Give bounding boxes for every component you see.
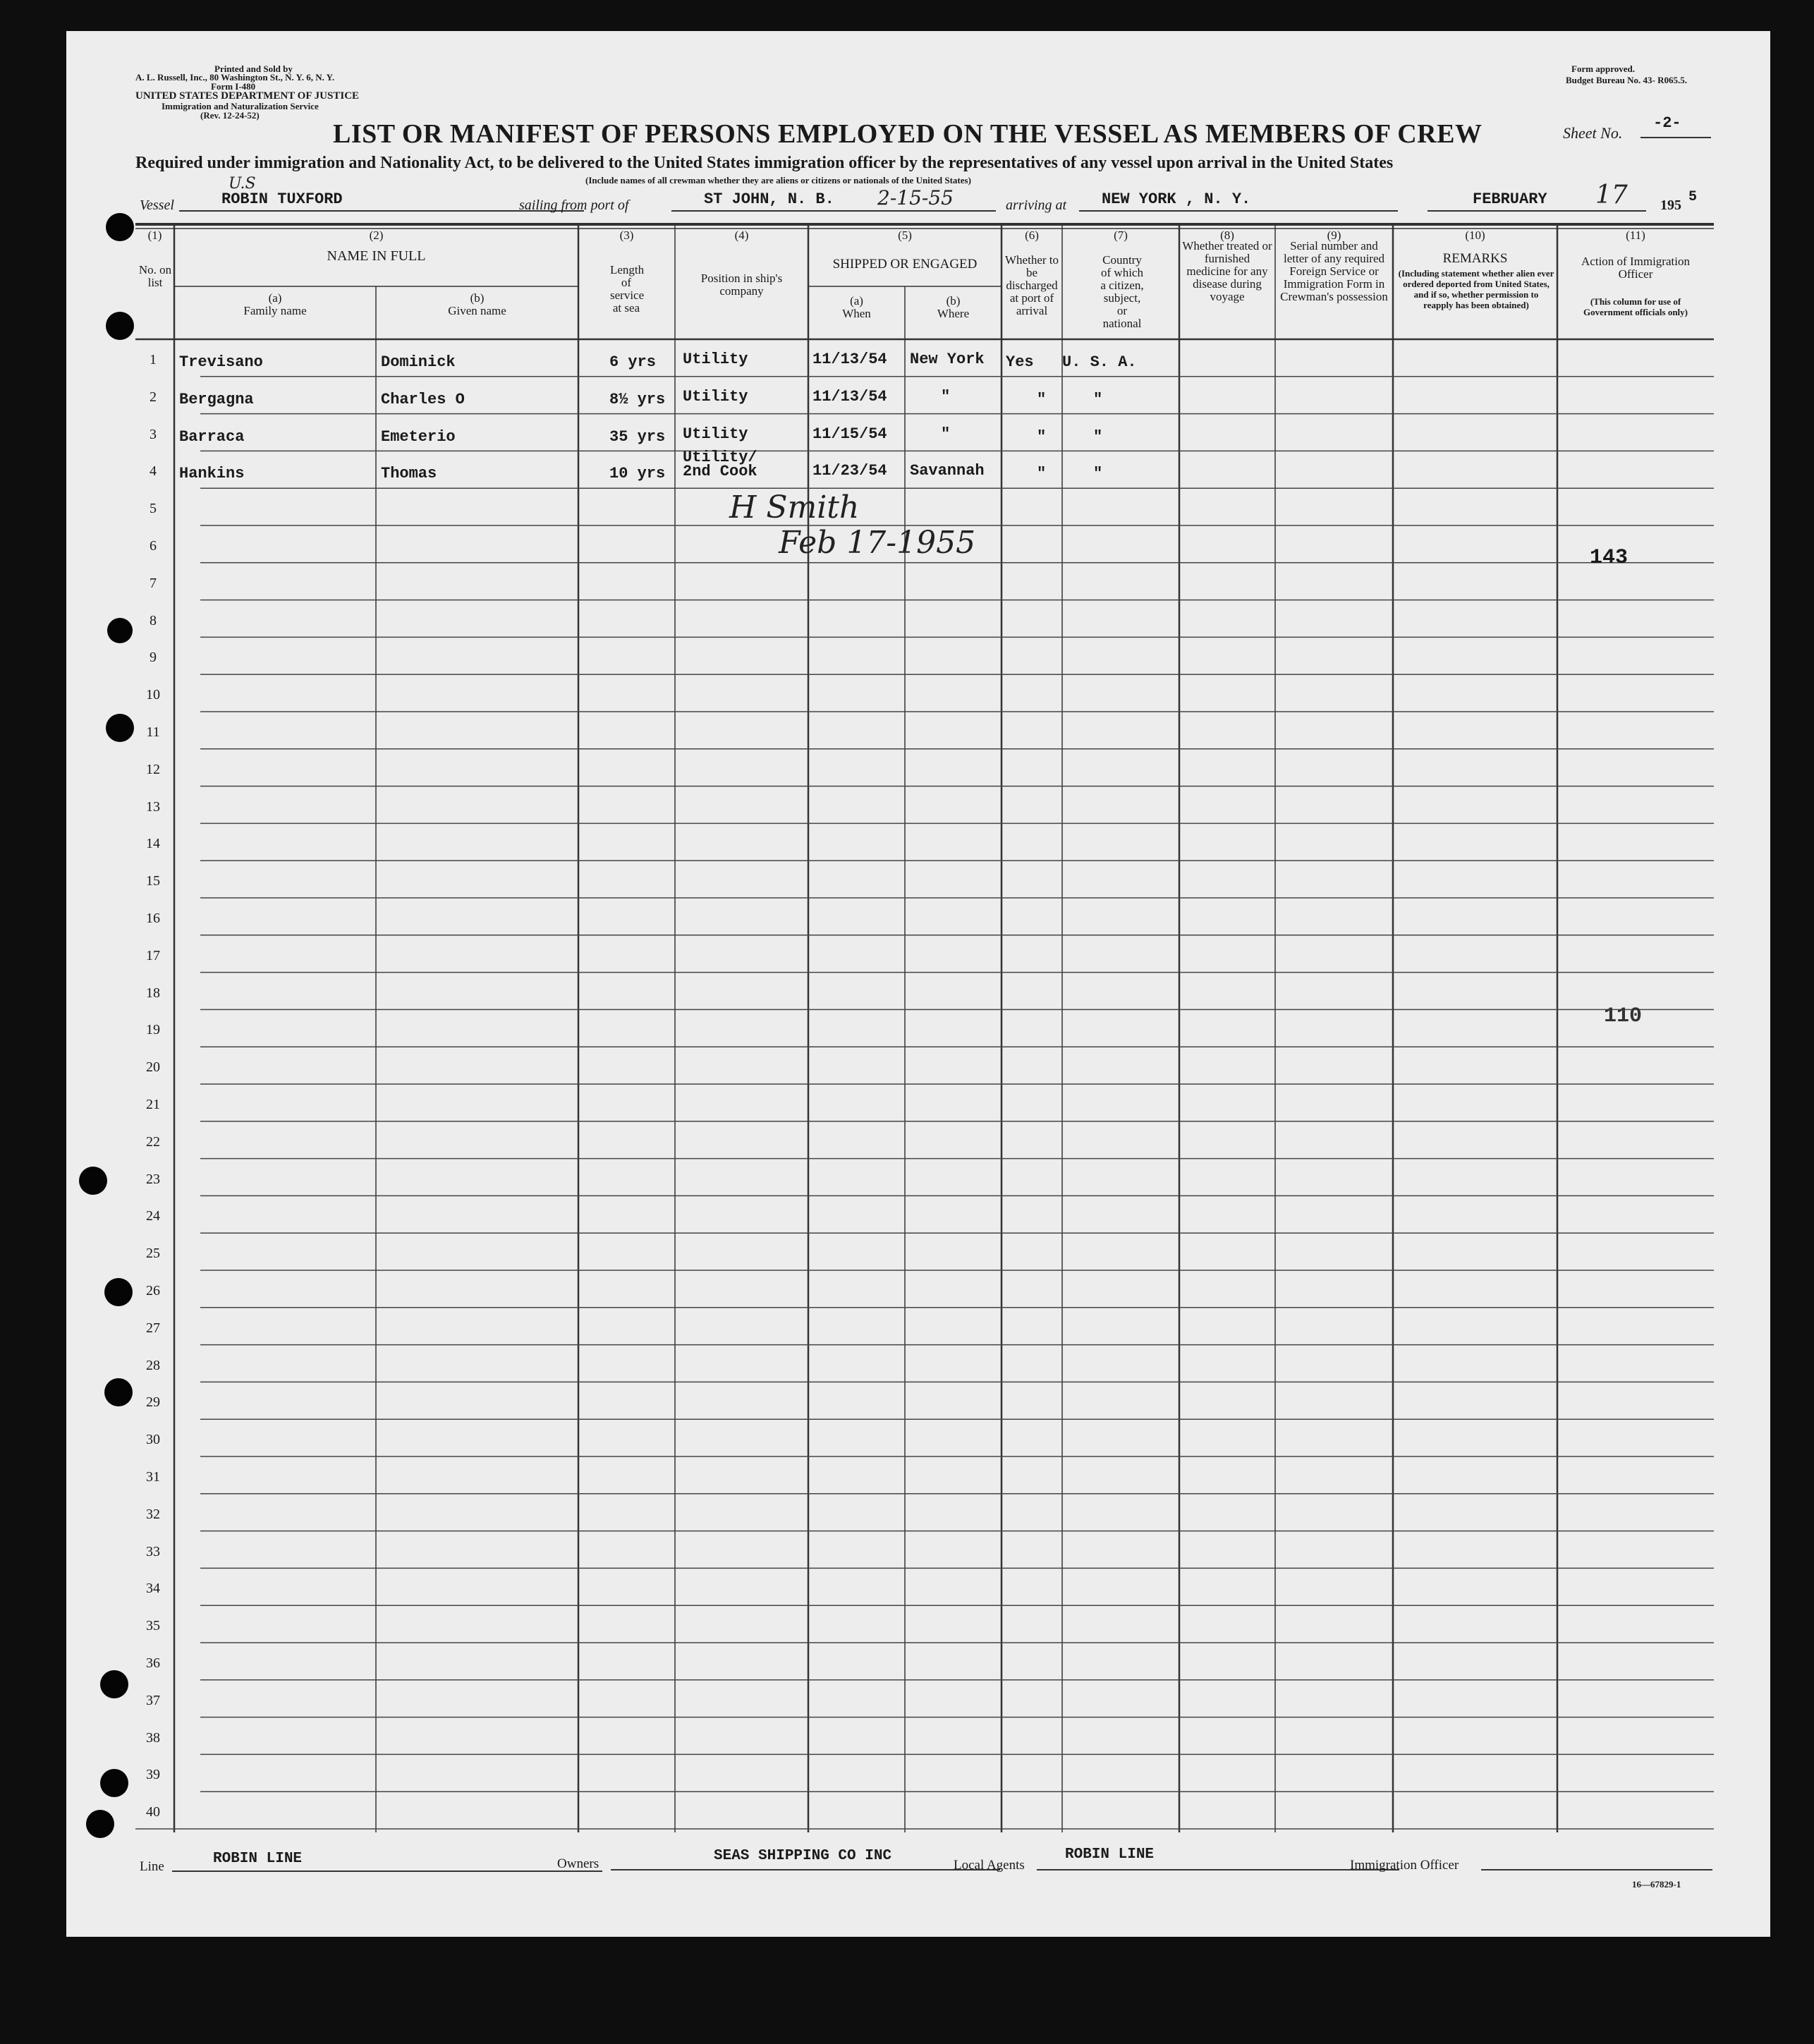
include-note: (Include names of all crewman whether they are aliens or citizens or nationals of the United States) [585,175,971,185]
crew-discharge: " [1037,427,1047,446]
row-number: 3 [150,426,157,442]
binder-hole [107,618,133,643]
col2a-header: (a) Family name [243,291,307,317]
crew-discharge: Yes [1006,353,1034,371]
crew-country: " [1093,465,1103,483]
col7-number: (7) [1114,229,1128,242]
arriving-port: NEW YORK , N. Y. [1102,190,1251,208]
row-number: 38 [146,1729,160,1746]
binder-hole [104,1278,133,1306]
crew-where: Savannah [910,462,985,480]
form-number: Form I-480 [211,81,256,92]
row-number: 36 [146,1655,160,1671]
row-number: 15 [146,873,160,889]
col4-number: (4) [734,229,749,242]
row-number: 16 [146,911,160,926]
row-number: 11 [146,724,160,740]
crew-when: 11/23/54 [812,462,887,480]
row-number: 7 [150,575,157,591]
col11-header: Action of Immigration Officer [1581,255,1690,281]
immigration-officer-label: Immigration Officer [1350,1858,1459,1873]
row-number: 19 [146,1022,160,1038]
row-number: 34 [146,1581,160,1597]
crew-service: 35 yrs [609,427,666,446]
row-number: 31 [146,1469,160,1485]
sheet-label: Sheet No. [1563,124,1623,142]
owners-value: SEAS SHIPPING CO INC [714,1848,892,1864]
crew-position: Utility [683,387,748,406]
row-number: 32 [146,1506,160,1522]
row-number: 30 [146,1432,160,1448]
row-number: 26 [146,1283,160,1298]
col8-header: Whether treated or furnished medicine for any disease during voyage [1182,239,1272,303]
col2-header: NAME IN FULL [327,248,426,264]
crew-where: " [941,425,951,443]
row-number: 5 [150,501,157,517]
col1-number: (1) [147,229,162,242]
crew-position: Utility [683,351,748,368]
col5-number: (5) [898,229,912,242]
row-number: 39 [146,1767,160,1783]
row-number: 27 [146,1320,160,1336]
line-label: Line [140,1859,164,1874]
row-number: 35 [146,1618,160,1634]
date-day: 17 [1595,181,1628,209]
binder-hole [86,1810,114,1838]
col3-number: (3) [619,229,634,242]
binder-hole [106,213,134,241]
owners-underline [611,1869,1000,1870]
binder-hole [100,1769,128,1797]
row-number: 17 [146,947,160,963]
row-number: 20 [146,1059,160,1076]
col9-number: (9) [1327,229,1341,242]
row-number: 1 [150,352,157,367]
crew-when: 11/13/54 [812,387,887,406]
vessel-label: Vessel [140,197,174,213]
crew-position: Utility [683,425,748,443]
arriving-label: arriving at [1006,197,1067,213]
crew-country: " [1093,390,1103,408]
crew-country: " [1093,427,1103,446]
row-number: 6 [150,538,157,554]
row-number: 25 [146,1246,160,1262]
owners-label: Owners [557,1856,599,1871]
date-month: FEBRUARY [1473,190,1547,208]
budget-bureau: Budget Bureau No. 43- R065.5. [1566,75,1688,85]
row-number: 37 [146,1692,160,1708]
crew-family: Hankins [179,465,245,483]
row-number: 8 [150,612,157,628]
sailing-label: sailing from port of [519,197,629,213]
crew-discharge: " [1037,390,1047,408]
officer-underline [1481,1869,1712,1870]
binder-hole [104,1378,133,1406]
sailing-port: ST JOHN, N. B. [704,190,834,208]
date-year: 195 [1660,197,1681,213]
revision: (Rev. 12-24-52) [200,110,260,121]
row-number: 18 [146,985,160,1001]
crew-given: Thomas [381,465,437,483]
date-year-end: 5 [1688,189,1698,205]
col11-note: (This column for use of Government officials only) [1583,296,1688,317]
crew-service: 8½ yrs [609,390,666,408]
col2b-header: (b) Given name [448,291,506,317]
row-number: 28 [146,1357,160,1373]
row-number: 29 [146,1394,160,1411]
row-number: 33 [146,1543,160,1559]
row-number: 24 [146,1208,160,1224]
crew-country: U. S. A. [1062,353,1137,371]
handwritten-signature: H Smith [729,489,860,525]
row-number: 22 [146,1133,160,1150]
crew-service: 6 yrs [609,353,657,371]
binder-hole [100,1670,128,1698]
crew-discharge: " [1037,465,1047,483]
col9-header: Serial number and letter of any required Foreign Service or Immigration Form in Crewman's possession [1280,239,1388,303]
col7-header: Country of which a citizen, subject, or national [1100,253,1144,330]
binder-hole [106,312,134,340]
line-value: ROBIN LINE [213,1851,303,1867]
sheet-number: -2- [1653,114,1681,132]
col3-header: Length of service at sea [610,263,645,315]
row-number: 4 [150,463,157,480]
department: UNITED STATES DEPARTMENT OF JUSTICE [135,90,360,102]
row-number: 21 [146,1097,160,1112]
crew-family: Trevisano [179,353,263,371]
service-name: Immigration and Naturalization Service [162,101,319,111]
crew-given: Emeterio [381,427,456,446]
col4-header: Position in ship's company [700,272,783,298]
form-title: LIST OR MANIFEST OF PERSONS EMPLOYED ON THE VESSEL AS MEMBERS OF CREW [333,119,1483,149]
col6-header: Whether to be discharged at port of arrival [1005,253,1059,317]
crew-service: 10 yrs [609,465,666,483]
binder-hole [106,714,134,742]
col1-header: No. on list [138,263,172,289]
footer-code: 16—67829-1 [1632,1879,1681,1890]
printer-line2: A. L. Russell, Inc., 80 Washington St., N. Y. 6, N. Y. [135,72,335,83]
binder-hole [79,1167,107,1195]
row-number: 2 [150,389,157,405]
row-number: 40 [146,1804,160,1820]
stamp-110: 110 [1604,1004,1643,1028]
row-number: 14 [146,836,160,852]
col8-number: (8) [1220,229,1234,242]
line-underline [172,1870,602,1872]
col5a-header: (a) When [842,294,871,320]
manifest-page [66,31,1770,1937]
crew-given: Dominick [381,353,456,371]
stamp-143: 143 [1590,546,1629,570]
col5-header: SHIPPED OR ENGAGED [832,257,978,272]
agents-underline [1037,1869,1399,1870]
sailing-date-handwritten: 2-15-55 [877,186,954,209]
row-number: 12 [146,761,160,777]
crew-when: 11/13/54 [812,351,887,368]
row-number: 9 [150,650,157,666]
vessel-prefix: U.S [229,175,256,193]
form-subtitle: Required under immigration and Nationality Act, to be delivered to the United States immigration officer by the representatives of any vessel upon arrival in the United States [135,154,1394,172]
crew-where: " [941,387,951,406]
crew-given: Charles O [381,390,465,408]
col10-note: (Including statement whether alien ever ordered deported from United States, and if so, whether permission to reapply has been obtained) [1398,268,1554,310]
form-approved: Form approved. [1571,63,1636,74]
row-number: 23 [146,1171,160,1187]
col10-number: (10) [1465,229,1485,242]
printer-line1: Printed and Sold by [214,63,293,74]
crew-when: 11/15/54 [812,425,887,443]
row-number: 10 [146,687,160,703]
agents-value: ROBIN LINE [1065,1847,1155,1863]
col5b-header: (b) Where [937,294,970,320]
crew-position: Utility/ 2nd Cook [683,449,757,481]
crew-family: Barraca [179,427,245,446]
crew-where: New York [910,351,985,368]
handwritten-signature-date: Feb 17-1955 [779,525,976,561]
vessel-name: ROBIN TUXFORD [221,190,343,208]
row-number: 13 [146,798,160,815]
agents-label: Local Agents [954,1858,1025,1873]
col2-number: (2) [369,229,384,242]
col10-header: REMARKS [1442,251,1508,266]
crew-family: Bergagna [179,390,254,408]
col6-number: (6) [1025,229,1039,242]
col11-number: (11) [1626,229,1645,242]
